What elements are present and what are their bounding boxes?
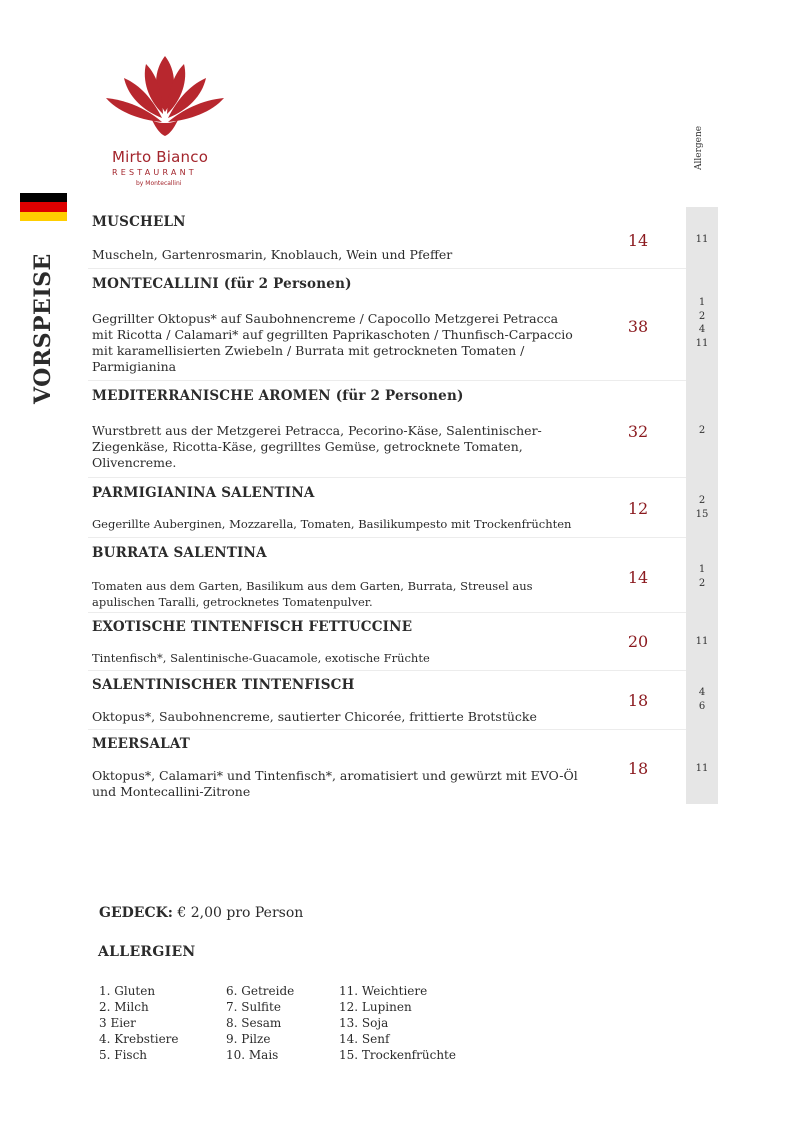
allergy-legend-entry: 12. Lupinen [339, 1000, 412, 1014]
item-allergens: 1 2 [698, 564, 706, 589]
item-name: MUSCHELN [92, 214, 186, 230]
item-description: Gegrillter Oktopus* auf Saubohnencreme / Capocollo Metzgerei Petracca mit Ricotta / Calamari* auf gegrillten Paprikaschoten / Thunfisch-Carpaccio mit karamellisierten Zwiebeln / Burrata mit getrockneten Tomaten / Parmigianina [92, 311, 573, 374]
item-price: 18 [627, 691, 649, 710]
allergy-legend-entry: 7. Sulfite [226, 1000, 281, 1014]
allergy-legend-entry: 6. Getreide [226, 984, 295, 998]
menu-item [88, 671, 706, 730]
item-price: 12 [627, 499, 649, 518]
brand-by-line: by Montecallini [136, 180, 182, 187]
section-title: VORSPEISE [30, 253, 56, 404]
allergy-legend-title: ALLERGIEN [98, 944, 196, 960]
allergy-legend-entry: 3 Eier [99, 1016, 136, 1030]
item-allergens: 2 15 [695, 495, 709, 520]
allergy-legend-entry: 11. Weichtiere [339, 984, 428, 998]
allergy-legend-entry: 1. Gluten [99, 984, 156, 998]
allergy-legend-column [99, 983, 179, 1063]
lotus-icon [102, 48, 228, 140]
item-description: Tintenfisch*, Salentinische-Guacamole, exotische Früchte [92, 651, 430, 665]
menu-list [88, 207, 709, 804]
item-price: 14 [627, 568, 649, 587]
allergy-legend-entry: 5. Fisch [99, 1048, 148, 1062]
allergy-legend-entry: 14. Senf [339, 1032, 390, 1046]
item-description: Wurstbrett aus der Metzgerei Petracca, Pecorino-Käse, Salentinischer-Ziegenkäse, Ricotta-Käse, gegrilltes Gemüse, getrocknete Tomaten, Olivencreme. [92, 423, 542, 470]
item-allergens: 11 [695, 234, 709, 245]
item-allergens: 11 [695, 763, 709, 774]
german-flag-icon [20, 193, 67, 221]
restaurant-logo [100, 48, 230, 188]
allergy-legend-entry: 4. Krebstiere [99, 1032, 179, 1046]
item-description: Gegerillte Auberginen, Mozzarella, Tomaten, Basilikumpesto mit Trockenfrüchten [92, 517, 572, 531]
allergy-legend-entry: 8. Sesam [226, 1016, 282, 1030]
item-price: 14 [627, 231, 649, 250]
item-allergens: 2 [698, 425, 706, 436]
cover-charge-text: € 2,00 pro Person [177, 905, 304, 921]
item-name: MONTECALLINI (für 2 Personen) [92, 276, 352, 292]
allergy-legend-entry: 2. Milch [99, 1000, 149, 1014]
item-name: BURRATA SALENTINA [92, 545, 267, 561]
item-name: MEDITERRANISCHE AROMEN (für 2 Personen) [92, 388, 464, 404]
cover-charge [99, 905, 303, 921]
item-price: 20 [627, 632, 649, 651]
allergy-legend-entry: 9. Pilze [226, 1032, 271, 1046]
item-description: Tomaten aus dem Garten, Basilikum aus dem Garten, Burrata, Streusel aus apulischen Taralli, getrocknetes Tomatenpulver. [92, 579, 533, 609]
item-name: EXOTISCHE TINTENFISCH FETTUCCINE [92, 619, 413, 635]
brand-subtitle: RESTAURANT [112, 168, 197, 177]
item-price: 18 [627, 759, 649, 778]
allergy-legend-entry: 13. Soja [339, 1016, 389, 1030]
menu-item [88, 538, 706, 613]
item-price: 38 [627, 317, 649, 336]
item-allergens: 1 2 4 11 [695, 297, 709, 349]
menu-item [88, 730, 709, 804]
menu-item [88, 207, 709, 269]
item-description: Muscheln, Gartenrosmarin, Knoblauch, Wein und Pfeffer [92, 247, 453, 262]
menu-item [88, 478, 709, 538]
allergy-legend-entry: 10. Mais [226, 1048, 279, 1062]
item-description: Oktopus*, Saubohnencreme, sautierter Chicorée, frittierte Brotstücke [92, 709, 537, 724]
menu-item [88, 381, 706, 478]
allergen-column-label: Allergene [694, 125, 704, 170]
menu-item [88, 613, 709, 671]
item-price: 32 [627, 422, 649, 441]
menu-item [88, 269, 709, 381]
item-name: SALENTINISCHER TINTENFISCH [92, 677, 355, 693]
item-allergens: 11 [695, 636, 709, 647]
allergy-legend-column [339, 983, 456, 1063]
item-name: MEERSALAT [92, 736, 191, 752]
cover-charge-label: GEDECK: [99, 905, 173, 921]
brand-name: Mirto Bianco [112, 148, 209, 166]
allergy-legend-column [226, 983, 294, 1063]
item-description: Oktopus*, Calamari* und Tintenfisch*, aromatisiert und gewürzt mit EVO-Öl und Montecallini-Zitrone [92, 768, 578, 799]
item-allergens: 4 6 [698, 687, 706, 712]
item-name: PARMIGIANINA SALENTINA [92, 485, 315, 501]
allergy-legend-entry: 15. Trockenfrüchte [339, 1048, 456, 1062]
